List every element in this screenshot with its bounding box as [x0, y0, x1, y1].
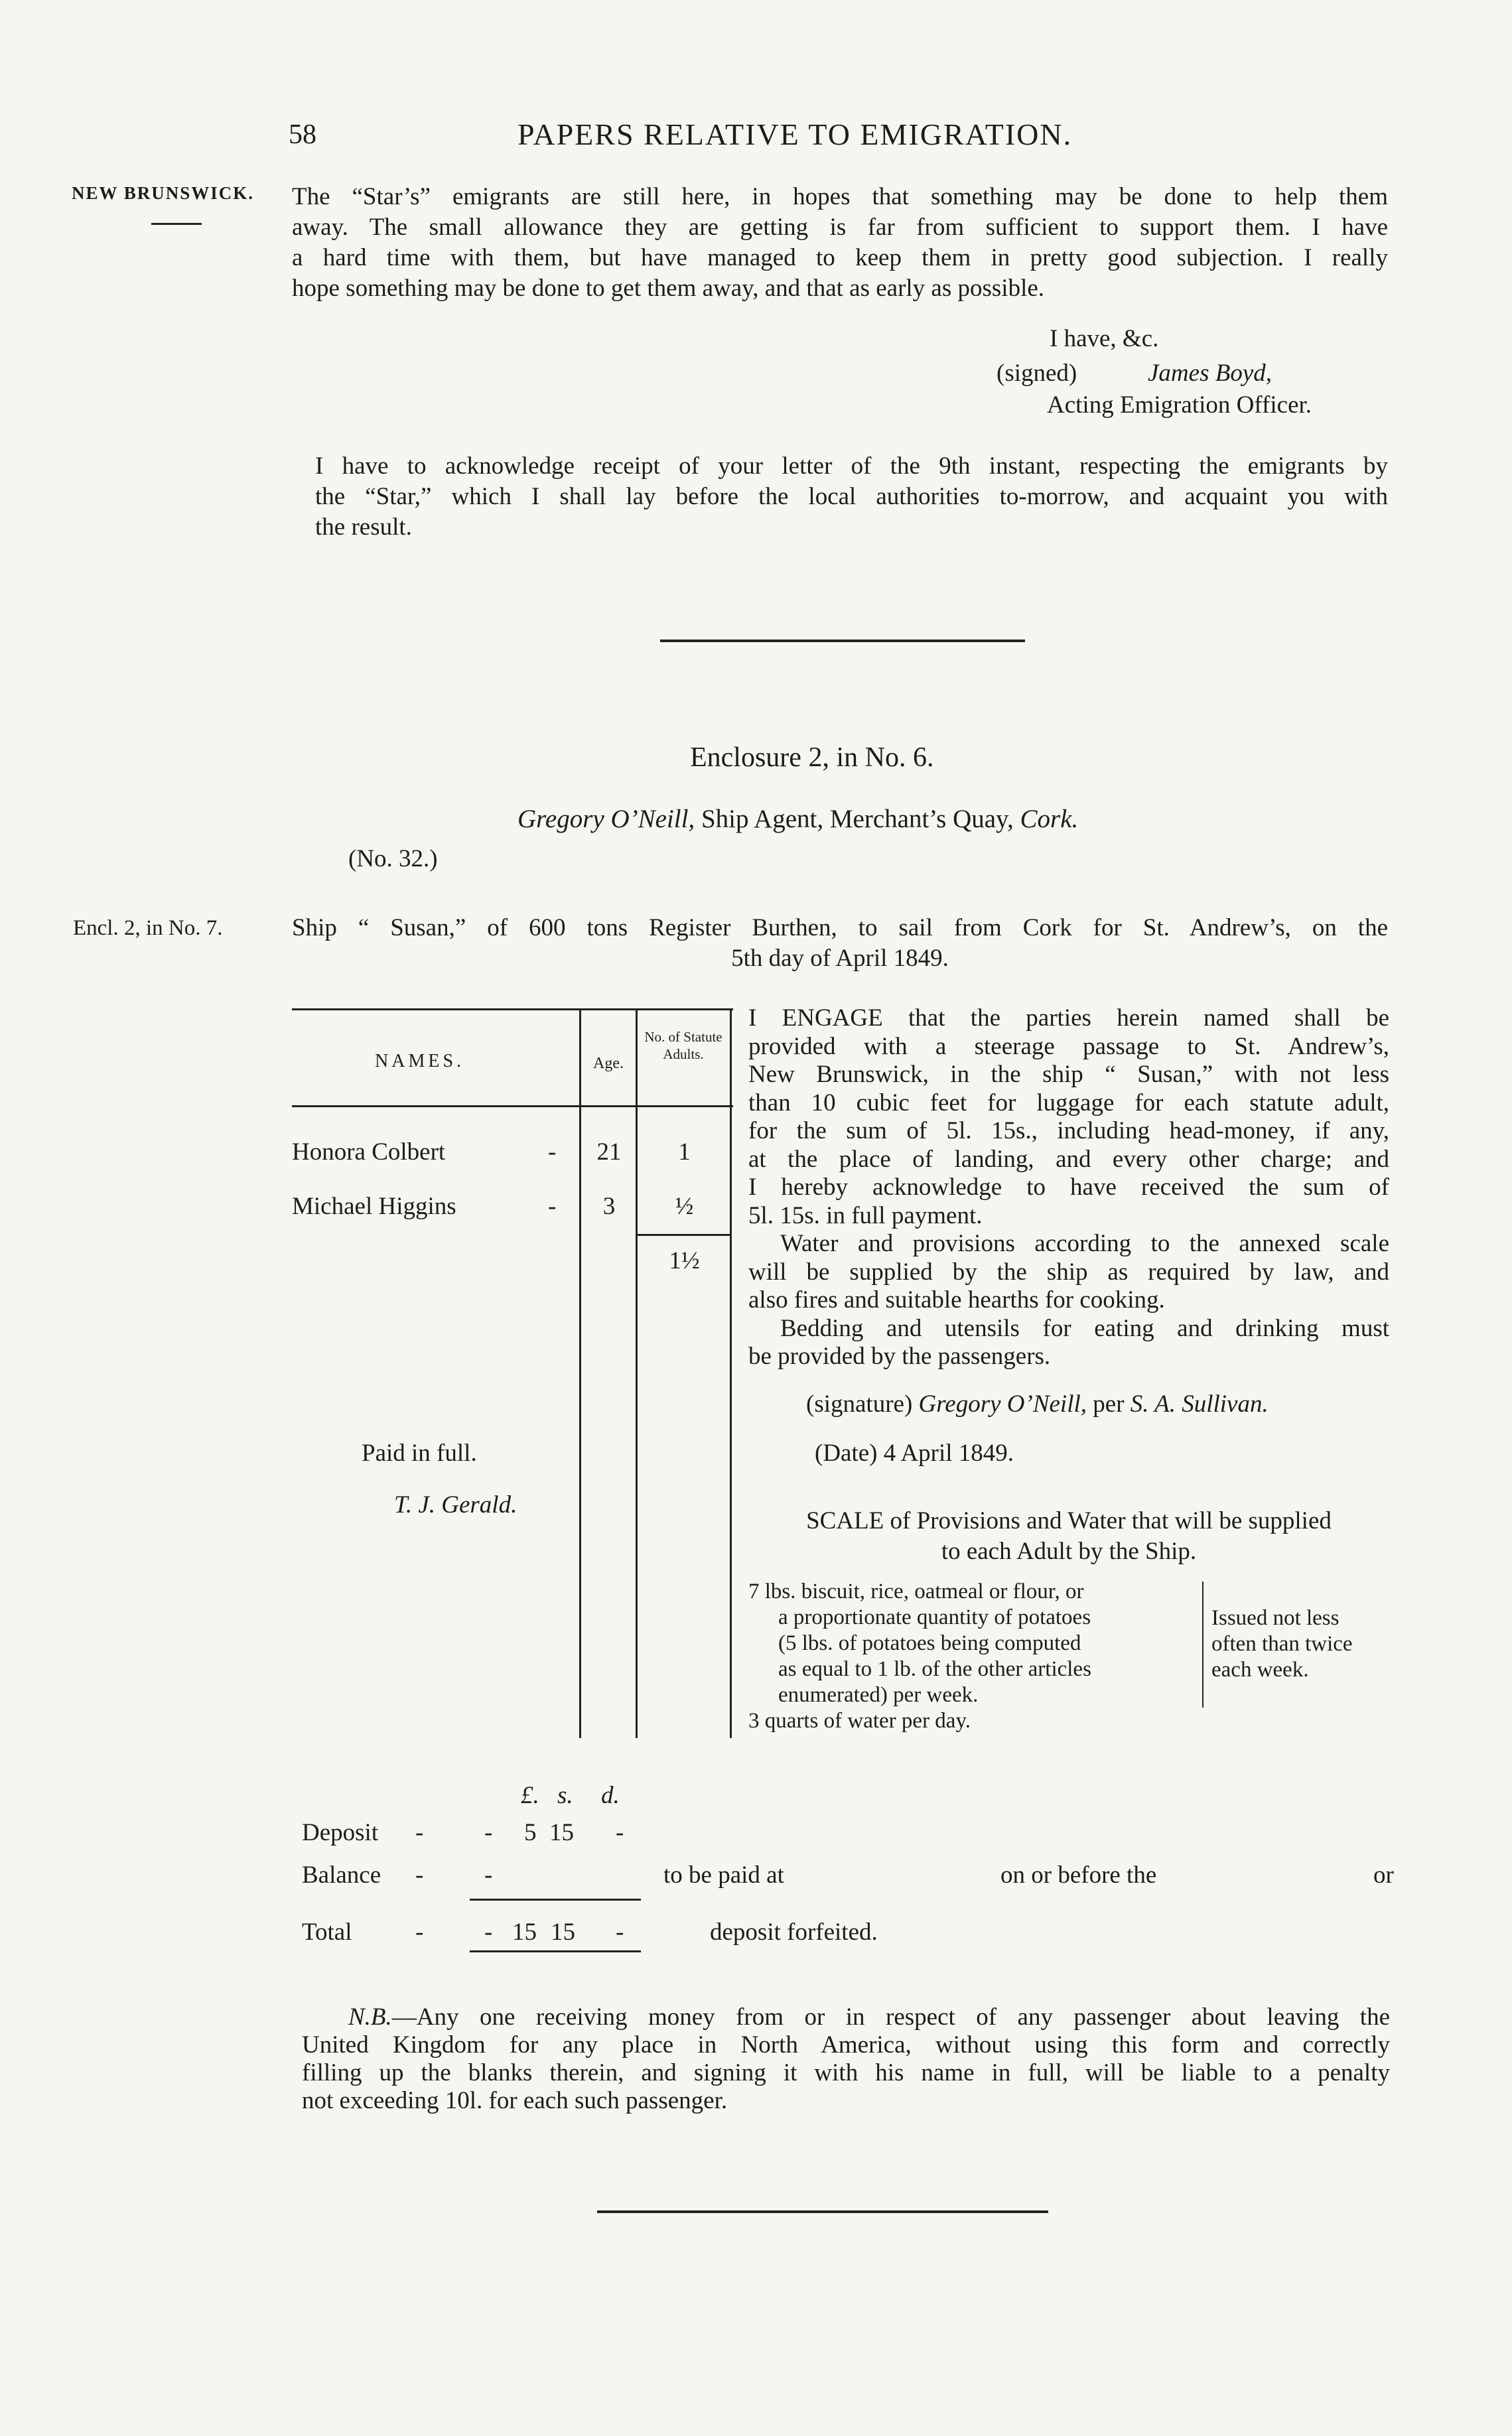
scale-left-list — [748, 1579, 1206, 1734]
money-header-shillings: s. — [557, 1782, 573, 1809]
signature-agent: S. A. Sullivan. — [1130, 1390, 1269, 1418]
passenger-adults: ½ — [675, 1193, 694, 1220]
contract-date: (Date) 4 April 1849. — [815, 1440, 1014, 1467]
enclosure-number: (No. 32.) — [348, 845, 438, 872]
agent-name: Gregory O’Neill, — [517, 805, 695, 833]
nb-text: —Any one receiving money from or in respect of any passenger about leaving the — [391, 2003, 1390, 2031]
signature-per: per — [1093, 1390, 1125, 1418]
nb-line: filling up the blanks therein, and signing it with his name in full, will be liable to a penalty — [302, 2059, 1390, 2086]
bedding-line: be provided by the passengers. — [748, 1343, 1051, 1370]
agent-city: Cork. — [1020, 805, 1079, 833]
to-be-paid: to be paid at — [663, 1861, 784, 1889]
margin-label-new-brunswick: NEW BRUNSWICK. — [72, 183, 255, 203]
ship-line: 5th day of April 1849. — [731, 945, 949, 972]
balance-dash: - — [484, 1861, 493, 1889]
deposit-dash: - — [616, 1819, 624, 1846]
page-title: PAPERS RELATIVE TO EMIGRATION. — [517, 117, 1073, 151]
signer-name: James Boyd, — [1148, 360, 1272, 387]
money-sum-rule — [470, 1899, 641, 1901]
scale-right-list — [1211, 1605, 1353, 1683]
contract-line: I ENGAGE that the parties herein named shall be — [748, 1004, 1389, 1032]
paid-in-full: Paid in full. — [362, 1440, 477, 1467]
water-line: Water and provisions according to the annexed scale — [780, 1230, 1389, 1257]
scale-item: 7 lbs. biscuit, rice, oatmeal or flour, or — [748, 1580, 1084, 1603]
letter-line: The “Star’s” emigrants are still here, in hopes that something may be done to help them — [292, 183, 1388, 210]
agent-line — [517, 804, 1078, 835]
contract-line: provided with a steerage passage to St. Andrew’s, — [748, 1032, 1389, 1060]
passenger-age: 3 — [602, 1193, 616, 1220]
passenger-adults: 1 — [678, 1138, 691, 1166]
table-header-rule — [292, 1105, 733, 1107]
agent-details: Ship Agent, Merchant’s Quay, — [695, 805, 1020, 833]
contract-line: than 10 cubic feet for luggage for each statute adult, — [748, 1089, 1389, 1116]
total-dash: - — [616, 1919, 624, 1946]
money-total-rule — [470, 1950, 641, 1952]
margin-label-encl: Encl. 2, in No. 7. — [73, 916, 223, 940]
scale-item: enumerated) per week. — [778, 1683, 979, 1707]
signed-label: (signed) — [997, 360, 1077, 387]
deposit-shillings: 5 — [524, 1819, 537, 1846]
contract-signature — [806, 1389, 1269, 1420]
contract-line: for the sum of 5l. 15s., including head-money, if any, — [748, 1117, 1389, 1144]
signature-label: (signature) — [806, 1390, 913, 1418]
contract-line: New Brunswick, in the ship “ Susan,” with not less — [748, 1061, 1389, 1088]
total-dash: - — [484, 1919, 493, 1946]
scale-title — [748, 1506, 1389, 1567]
signer-title: Acting Emigration Officer. — [1047, 391, 1312, 419]
scale-frequency: Issued not less — [1211, 1606, 1340, 1630]
nb-line: not exceeding 10l. for each such passenger. — [302, 2087, 728, 2114]
deposit-dash: - — [415, 1819, 424, 1846]
letter-body — [292, 182, 1388, 304]
reply-line: the “Star,” which I shall lay before the local authorities to-morrow, and acquaint you with — [315, 483, 1388, 510]
passenger-name: Honora Colbert — [292, 1138, 446, 1166]
col-header-adults: No. of Statute Adults. — [644, 1029, 722, 1062]
deposit-forfeited: deposit forfeited. — [710, 1919, 878, 1946]
table-col-divider — [579, 1008, 581, 1738]
passenger-age: 21 — [596, 1138, 622, 1166]
paid-by: T. J. Gerald. — [394, 1491, 517, 1519]
col-header-age: Age. — [593, 1055, 624, 1072]
deposit-pence: 15 — [549, 1819, 574, 1846]
footer-divider — [597, 2210, 1048, 2213]
letter-closing: I have, &c. — [1050, 325, 1159, 352]
row-dash: - — [548, 1138, 557, 1166]
scale-title-line: to each Adult by the Ship. — [941, 1538, 1197, 1565]
table-col-divider — [730, 1008, 732, 1738]
contract-body — [748, 1004, 1389, 1371]
deposit-dash: - — [484, 1819, 493, 1846]
ship-description — [292, 913, 1388, 974]
signature-name: Gregory O’Neill, — [918, 1390, 1087, 1418]
section-divider — [660, 640, 1025, 642]
passenger-name: Michael Higgins — [292, 1193, 456, 1220]
reply-body — [315, 451, 1388, 543]
or-text: or — [1373, 1861, 1394, 1889]
balance-dash: - — [415, 1861, 424, 1889]
scale-item: a proportionate quantity of potatoes — [778, 1605, 1091, 1629]
deposit-label: Deposit — [302, 1819, 379, 1846]
ship-line: Ship “ Susan,” of 600 tons Register Burthen, to sail from Cork for St. Andrew’s, on the — [292, 914, 1388, 941]
scale-frequency: often than twice — [1211, 1632, 1353, 1656]
contract-line: I hereby acknowledge to have received the sum of — [748, 1174, 1389, 1201]
reply-line: the result. — [315, 513, 412, 541]
money-header-pounds: £. — [521, 1782, 539, 1809]
table-top-rule — [292, 1008, 733, 1010]
total-dash: - — [415, 1919, 424, 1946]
nb-label: N.B. — [348, 2003, 392, 2031]
scale-water: 3 quarts of water per day. — [748, 1709, 971, 1733]
letter-line: a hard time with them, but have managed to keep them in pretty good subjection. I really — [292, 244, 1388, 271]
water-line: will be supplied by the ship as required by law, and — [748, 1258, 1389, 1286]
reply-line: I have to acknowledge receipt of your letter of the 9th instant, respecting the emigrants by — [315, 452, 1388, 480]
total-adults: 1½ — [669, 1247, 700, 1274]
water-line: also fires and suitable hearths for cooking. — [748, 1286, 1165, 1314]
on-or-before: on or before the — [1000, 1861, 1157, 1889]
scale-title-line: SCALE of Provisions and Water that will be supplied — [806, 1507, 1332, 1534]
letter-line: away. The small allowance they are getting is far from sufficient to support them. I have — [292, 214, 1388, 241]
nb-line — [302, 2003, 1390, 2031]
balance-label: Balance — [302, 1861, 381, 1889]
letter-line: hope something may be done to get them away, and that as early as possible. — [292, 275, 1045, 302]
table-col-divider — [636, 1008, 638, 1738]
contract-line: at the place of landing, and every other charge; and — [748, 1145, 1389, 1173]
enclosure-heading: Enclosure 2, in No. 6. — [690, 742, 934, 773]
page-number: 58 — [289, 119, 316, 150]
nb-line: United Kingdom for any place in North America, without using this form and correctly — [302, 2031, 1390, 2059]
contract-line: 5l. 15s. in full payment. — [748, 1201, 983, 1229]
table-sum-rule — [636, 1234, 730, 1236]
scale-frequency: each week. — [1211, 1658, 1309, 1682]
total-pence: 15 — [551, 1919, 575, 1946]
col-header-names: NAMES. — [375, 1051, 465, 1071]
scale-item: (5 lbs. of potatoes being computed — [778, 1631, 1081, 1655]
total-shillings: 15 — [512, 1919, 537, 1946]
row-dash: - — [548, 1193, 557, 1220]
nb-note — [302, 2003, 1390, 2115]
scale-brace — [1202, 1582, 1203, 1708]
money-header-pence: d. — [601, 1782, 620, 1809]
total-label: Total — [302, 1919, 352, 1946]
bedding-line: Bedding and utensils for eating and drinking must — [780, 1314, 1389, 1342]
margin-dash — [151, 223, 202, 225]
scale-item: as equal to 1 lb. of the other articles — [778, 1657, 1091, 1681]
